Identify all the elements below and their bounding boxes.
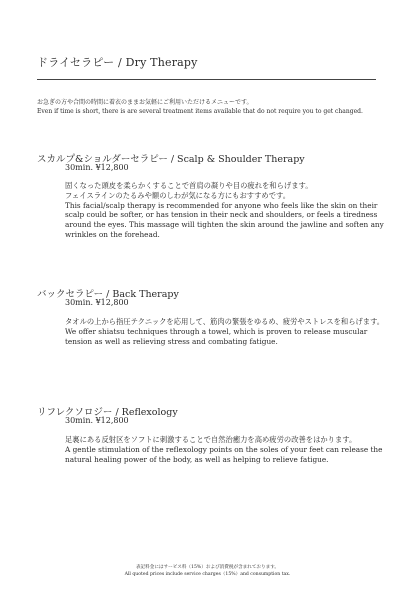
section-title-reflexology: リフレクソロジー / Reflexology: [37, 407, 178, 418]
footer-jp: 表記料金にはサービス料（15%）および消費税が含まれております。: [135, 565, 280, 570]
description-en: A gentle stimulation of the reflexology points on the soles of your feet can release the natural healing power of the body, as well as helping to relieve fatigue.: [65, 444, 383, 464]
description-jp: タオルの上から指圧テクニックを応用して、筋肉の緊張をゆるめ、疲労やストレスを和らげます。: [65, 317, 385, 326]
description-jp: 足裏にある反射区をソフトに刺激することで自然治癒力を高め疲労の改善をはかります。: [65, 435, 357, 444]
section-description-scalp-shoulder: [65, 181, 385, 240]
section-title-back: バックセラピー / Back Therapy: [37, 289, 179, 300]
section-price-back: 30min. ¥12,800: [65, 298, 129, 307]
footer-note: [0, 564, 415, 578]
description-jp-line: 固くなった頭皮を柔らかくすることで首肩の凝りや目の疲れを和らげます。: [65, 181, 313, 190]
section-description-reflexology: [65, 435, 385, 464]
footer-en: All quoted prices include service charges（15%）and consumption tax.: [124, 572, 291, 577]
description-jp-line: フェイスラインのたるみや額のしわが気になる方にもおすすめです。: [65, 190, 291, 200]
section-description-back: [65, 317, 385, 346]
section-title-scalp-shoulder: スカルプ&ショルダーセラピー / Scalp & Shoulder Therapy: [37, 154, 305, 165]
intro-text: [37, 98, 363, 116]
description-en: We offer shiatsu techniques through a towel, which is proven to release muscular tension as well as relieving stress and combating fatigue.: [65, 326, 368, 346]
page-title: ドライセラピー / Dry Therapy: [37, 56, 198, 69]
intro-en: Even if time is short, there is are several treatment items available that do not require you to get changed.: [37, 108, 363, 115]
description-en: This facial/scalp therapy is recommended for anyone who feels like the skin on their scalp could be softer, or has tension in their neck and shoulders, or feels a tiredness around the eyes. This massage will tighten the skin around the jawline and soften any wrinkles on the forehead.: [65, 200, 384, 239]
section-price-scalp-shoulder: 30min. ¥12,800: [65, 163, 129, 172]
intro-jp: お急ぎの方や合間の時間に着衣のままお気軽にご利用いただけるメニューです。: [37, 99, 253, 106]
title-divider: [37, 79, 376, 80]
section-price-reflexology: 30min. ¥12,800: [65, 416, 129, 425]
